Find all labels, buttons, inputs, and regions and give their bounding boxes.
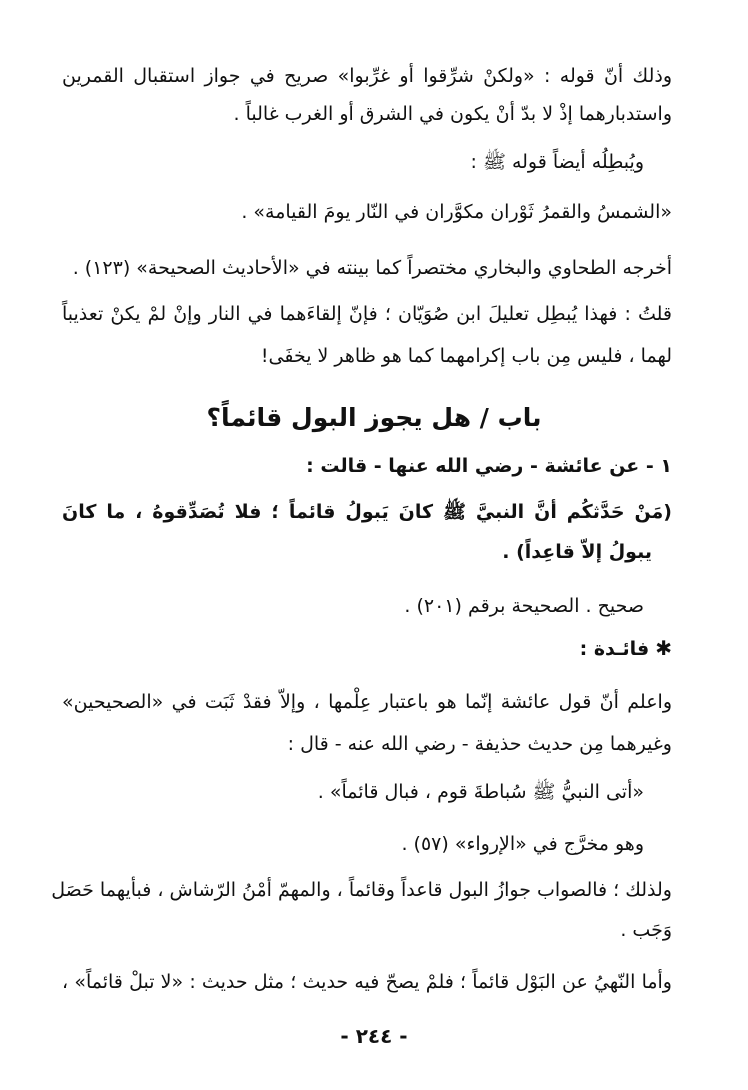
benefit-label (580, 634, 672, 663)
text-line-19: وأما النّهيُ عن البَوْل قائماً ؛ فلمْ يصحّ فيه حديث ؛ مثل حديث : «لا تبلْ قائماً» ، (62, 971, 672, 993)
authentication-note: صحيح . الصحيحة برقم (٢٠١) . (404, 595, 644, 617)
text-line-18: وَجَب . (620, 919, 672, 941)
text-line-3: ويُبطِلُه أيضاً قوله ﷺ : (470, 151, 644, 173)
section-heading: باب / هل يجوز البول قائماً؟ (206, 403, 542, 432)
hadith-narration-intro: ١ - عن عائشة - رضي الله عنها - قالت : (306, 455, 672, 477)
text-line-1: وذلك أنّ قوله : «ولكنْ شرِّقوا أو غرِّبوا» صريح في جواز استقبال القمرين (62, 65, 672, 87)
hadith-quote-hudhayfa: «أتى النبيُّ ﷺ سُباطةَ قوم ، فبال قائماً» . (317, 781, 644, 803)
text-line-14: وغيرهما مِن حديث حذيفة - رضي الله عنه - قال : (287, 733, 672, 755)
star-icon: ✱ (655, 636, 672, 660)
text-line-5: أخرجه الطحاوي والبخاري مختصراً كما بينته في «الأحاديث الصحيحة» (١٢٣) . (72, 257, 672, 279)
text-line-17: ولذلك ؛ فالصواب جوازُ البول قاعداً وقائماً ، والمهمّ أمْنُ الرّشاش ، فبأيهما حَصَل (51, 879, 672, 901)
hadith-text-line-2: يبولُ إلاّ قاعِداً) . (502, 541, 652, 563)
text-line-16: وهو مخرَّج في «الإرواء» (٥٧) . (401, 833, 644, 855)
hadith-quote-sun-moon: «الشمسُ والقمرُ ثَوْران مكوَّران في النّار يومَ القيامة» . (241, 201, 672, 223)
page-number: - ٢٤٤ - (340, 1024, 408, 1048)
text-line-7: لهما ، فليس مِن باب إكرامهما كما هو ظاهر لا يخفَى! (260, 345, 672, 367)
text-line-6: قلتُ : فهذا يُبطِل تعليلَ ابن صُوَيّان ؛ فإنّ إلقاءَهما في النار وإنْ لمْ يكنْ تعذيباً (62, 303, 672, 325)
hadith-text-line-1: (مَنْ حَدَّثكُم أنَّ النبيَّ ﷺ كانَ يَبولُ قائماً ؛ فلا تُصَدِّقوهُ ، ما كانَ (62, 501, 672, 523)
text-line-2: واستدبارهما إذْ لا بدّ أنْ يكون في الشرق أو الغرب غالباً . (233, 103, 672, 125)
benefit-label-text: فائـدة : (579, 638, 650, 660)
text-line-13: واعلم أنّ قول عائشة إنّما هو باعتبار عِلْمها ، وإلاّ فقدْ ثَبَت في «الصحيحين» (62, 691, 672, 713)
